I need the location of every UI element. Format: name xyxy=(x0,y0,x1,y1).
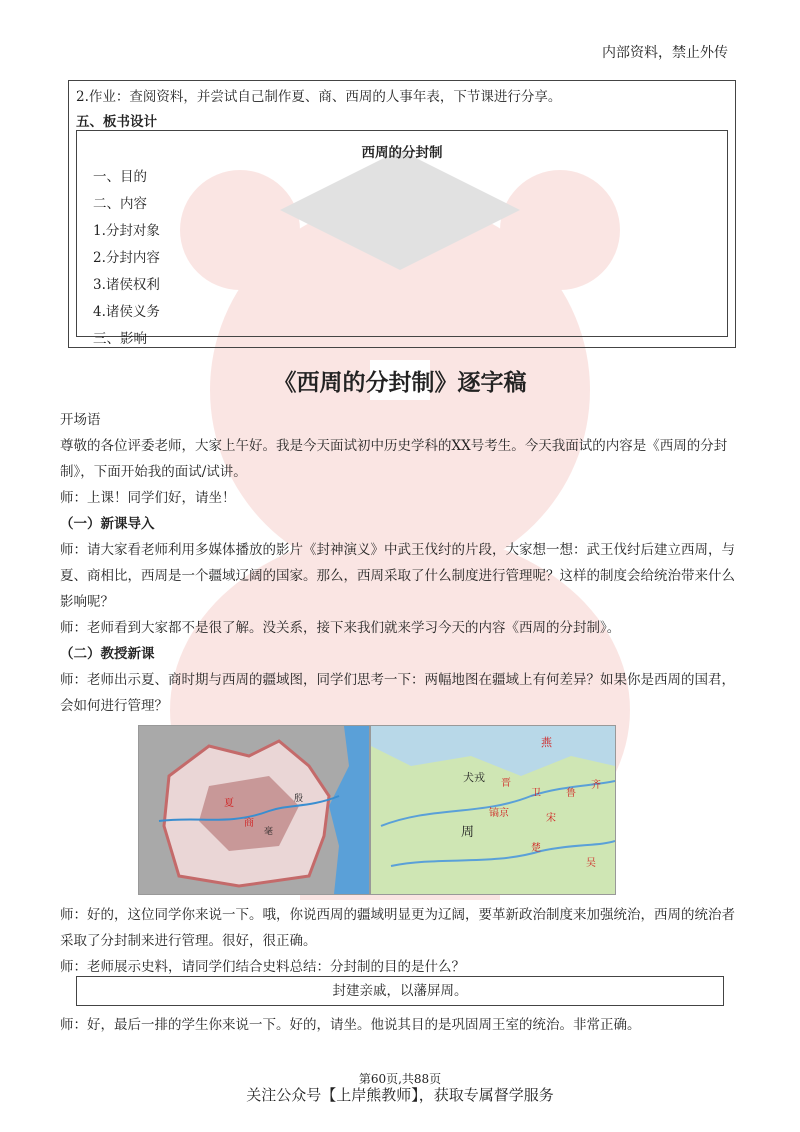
confidential-note: 内部资料，禁止外传 xyxy=(602,45,728,61)
map-label: 毫 xyxy=(264,827,274,837)
footer-promo: 关注公众号【上岸熊教师】，获取专属督学服务 xyxy=(246,1086,554,1104)
map-label: 卫 xyxy=(531,788,541,799)
map-label: 齐 xyxy=(591,780,601,791)
opening-text: 尊敬的各位评委老师，大家上午好。我是今天面试初中历史学科的XX号考生。今天我面试的内容是《西周的分封制》，下面开始我的面试/试讲。 xyxy=(60,438,728,480)
quote-box xyxy=(76,976,724,1006)
map-label: 周 xyxy=(461,825,475,840)
homework-text: 2.作业：查阅资料，并尝试自己制作夏、商、西周的人事年表，下节课进行分享。 xyxy=(76,89,562,105)
board-design-box xyxy=(76,130,728,347)
xia-shang-map xyxy=(138,725,370,895)
map-label: 夏 xyxy=(224,798,234,809)
section-1-p2: 师：老师看到大家都不是很了解。没关系，接下来我们就来学习今天的内容《西周的分封制》。 xyxy=(60,620,621,636)
board-line: 一、目的 xyxy=(93,169,147,185)
board-design-heading: 五、板书设计 xyxy=(76,114,157,130)
map-label: 镐京 xyxy=(489,808,509,819)
opening-label: 开场语 xyxy=(60,412,101,428)
section-2-p2: 师：好的，这位同学你来说一下。哦，你说西周的疆域明显更为辽阔，要革新政治制度来加强统治，西周的统治者采取了分封制来进行管理。很好，很正确。 xyxy=(60,907,735,949)
greeting-text: 师：上课！同学们好，请坐！ xyxy=(60,490,236,506)
page-number: 第60页,共88页 xyxy=(358,1072,442,1086)
board-line: 1.分封对象 xyxy=(93,223,160,239)
section-2-p1: 师：老师出示夏、商时期与西周的疆域图，同学们思考一下：两幅地图在疆域上有何差异？如果你是西周的国君，会如何进行管理？ xyxy=(60,672,735,714)
map-label: 晋 xyxy=(501,778,511,789)
section-2-p4: 师：好，最后一排的学生你来说一下。好的，请坐。他说其目的是巩固周王室的统治。非常正确。 xyxy=(60,1017,641,1033)
body xyxy=(60,407,740,719)
board-line: 三、影响 xyxy=(93,331,147,347)
section-1-p1: 师：请大家看老师利用多媒体播放的影片《封神演义》中武王伐纣的片段，大家想一想：武王伐纣后建立西周，与夏、商相比，西周是一个疆域辽阔的国家。那么，西周采取了什么制度进行管理呢？这样的制度会给统治带来什么影响呢？ xyxy=(60,542,735,610)
body-after-maps xyxy=(60,902,740,980)
map-label: 商 xyxy=(244,818,254,829)
map-label: 鲁 xyxy=(566,788,576,799)
western-zhou-map xyxy=(370,725,616,895)
section-2-p3: 师：老师展示史料，请同学们结合史料总结：分封制的目的是什么？ xyxy=(60,959,465,975)
map-label: 殷 xyxy=(294,794,304,804)
section-1-heading: （一）新课导入 xyxy=(60,516,155,532)
board-line: 2.分封内容 xyxy=(93,250,160,266)
board-line: 4.诸侯义务 xyxy=(93,304,160,320)
map-label: 犬戎 xyxy=(463,771,485,784)
board-line: 二、内容 xyxy=(93,196,147,212)
map-label: 燕 xyxy=(541,736,552,749)
document-title: 《西周的分封制》逐字稿 xyxy=(273,369,527,396)
section-2-heading: （二）教授新课 xyxy=(60,646,155,662)
map-label: 楚 xyxy=(531,843,541,854)
quote-text: 封建亲戚，以藩屏周。 xyxy=(332,983,468,999)
map-label: 吴 xyxy=(586,858,596,869)
map-label: 宋 xyxy=(546,813,556,824)
board-line: 3.诸侯权利 xyxy=(93,277,160,293)
board-title: 西周的分封制 xyxy=(361,145,443,161)
